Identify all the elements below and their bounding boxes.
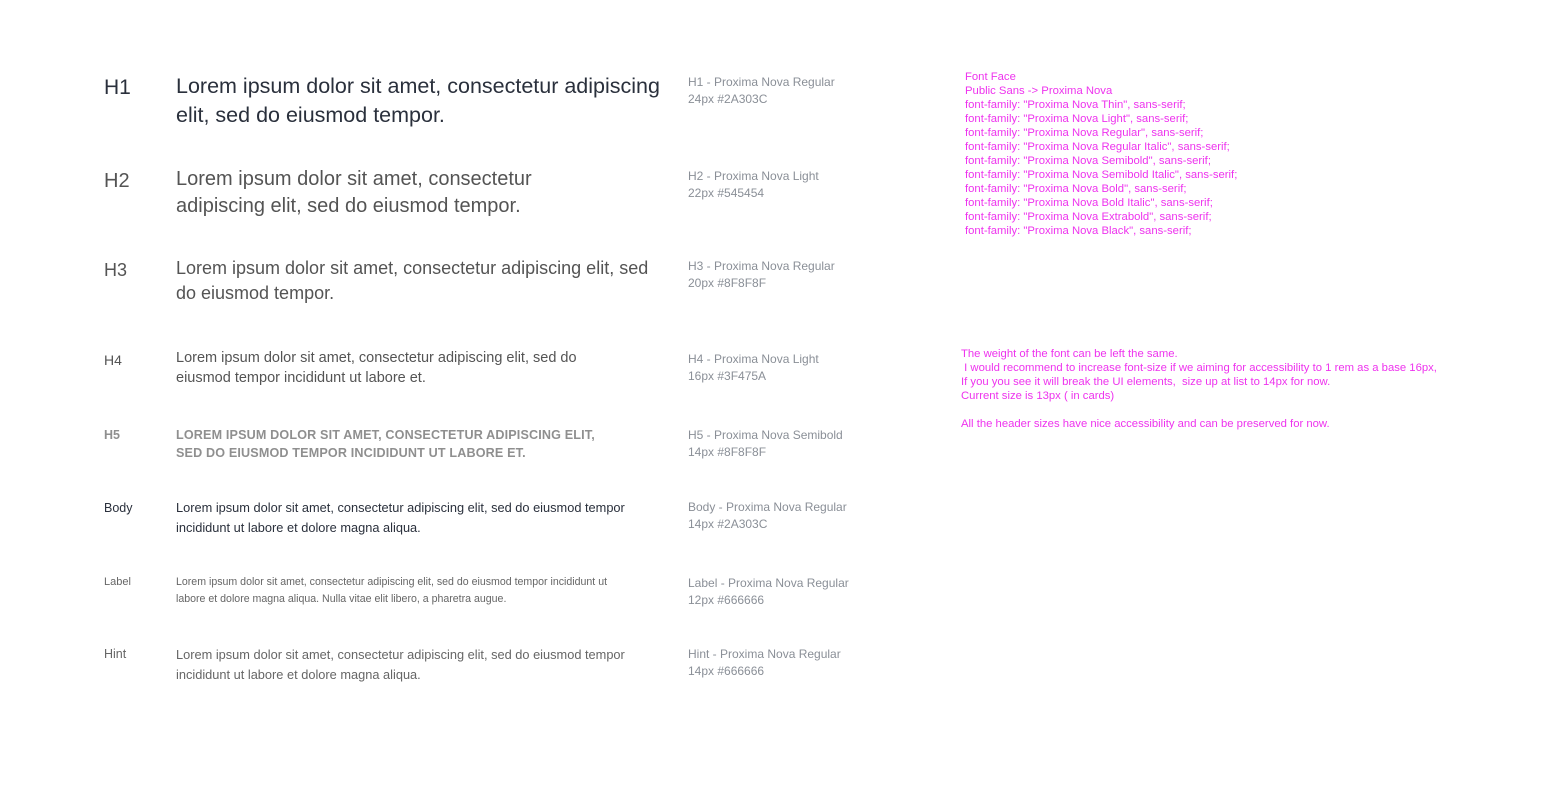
note-line: font-family: "Proxima Nova Regular Italic", sans-serif;	[965, 141, 1230, 153]
type-spec	[688, 575, 888, 609]
type-spec	[688, 351, 888, 385]
note-line: If you you see it will break the UI elements, size up at list to 14px for now.	[961, 376, 1331, 388]
sample-text: Lorem ipsum dolor sit amet, consectetur adipiscing elit, sed do eiusmod tempor incididunt ut labore et dolore magna aliqua. Nulla vitae elit libero, a pharetra augue.	[176, 576, 608, 605]
note-line: font-family: "Proxima Nova Bold", sans-serif;	[965, 183, 1187, 195]
note-line: Public Sans -> Proxima Nova	[965, 85, 1113, 97]
spec-size: 24px #2A303C	[688, 92, 768, 106]
spec-size: 20px #8F8F8F	[688, 276, 767, 290]
note-line: Font Face	[965, 71, 1016, 83]
sample-text: Lorem ipsum dolor sit amet, consectetur adipiscing elit, sed do eiusmod tempor.	[176, 168, 532, 217]
note-line: font-family: "Proxima Nova Extrabold", sans-serif;	[965, 211, 1212, 223]
note-line: I would recommend to increase font-size if we aiming for accessibility to 1 rem as a base 16px,	[961, 362, 1437, 374]
row-tag: Body	[104, 501, 133, 515]
sample-text: Lorem ipsum dolor sit amet, consectetur adipiscing elit, sed do eiusmod tempor incididunt ut labore et dolore magna aliqua.	[176, 647, 625, 682]
type-spec	[688, 646, 888, 680]
sample-text: Lorem ipsum dolor sit amet, consectetur adipiscing elit, sed do eiusmod tempor.	[176, 258, 649, 303]
spec-size: 14px #2A303C	[688, 517, 768, 531]
spec-size: 14px #666666	[688, 664, 765, 678]
spec-name: Body - Proxima Nova Regular	[688, 500, 847, 514]
spec-size: 14px #8F8F8F	[688, 445, 767, 459]
note-line: font-family: "Proxima Nova Thin", sans-serif;	[965, 99, 1186, 111]
row-tag: H4	[104, 352, 122, 368]
accessibility-note	[961, 347, 1437, 431]
sample-text: Lorem ipsum dolor sit amet, consectetur adipiscing elit, sed do eiusmod tempor incididunt ut labore et dolore magna aliqua.	[176, 500, 625, 535]
spec-name: H1 - Proxima Nova Regular	[688, 75, 835, 89]
note-line: All the header sizes have nice accessibility and can be preserved for now.	[961, 418, 1330, 430]
type-spec	[688, 499, 888, 533]
type-spec	[688, 427, 888, 461]
type-spec	[688, 258, 888, 292]
note-line: font-family: "Proxima Nova Black", sans-serif;	[965, 225, 1192, 237]
spec-name: H3 - Proxima Nova Regular	[688, 259, 835, 273]
spec-size: 12px #666666	[688, 593, 765, 607]
note-line: font-family: "Proxima Nova Semibold Italic", sans-serif;	[965, 169, 1238, 181]
note-line: font-family: "Proxima Nova Bold Italic", sans-serif;	[965, 197, 1213, 209]
note-line: font-family: "Proxima Nova Regular", sans-serif;	[965, 127, 1204, 139]
row-tag: Label	[104, 576, 131, 588]
row-tag: H1	[104, 76, 131, 99]
sample-text: Lorem ipsum dolor sit amet, consectetur adipiscing elit, sed do eiusmod tempor incididunt ut labore et.	[176, 350, 577, 386]
type-spec	[688, 168, 888, 202]
row-tag: H5	[104, 428, 120, 442]
row-tag: Hint	[104, 647, 127, 661]
spec-size: 16px #3F475A	[688, 369, 767, 383]
font-face-note	[965, 70, 1237, 238]
note-spacer	[961, 403, 1437, 417]
sample-text: LOREM IPSUM DOLOR SIT AMET, CONSECTETUR ADIPISCING ELIT, SED DO EIUSMOD TEMPOR INCIDIDUNT UT LABORE ET.	[176, 428, 595, 460]
note-line: Current size is 13px ( in cards)	[961, 390, 1115, 402]
spec-name: H5 - Proxima Nova Semibold	[688, 428, 843, 442]
row-tag: H2	[104, 170, 130, 192]
spec-name: Label - Proxima Nova Regular	[688, 576, 849, 590]
type-spec	[688, 74, 888, 108]
sample-text: Lorem ipsum dolor sit amet, consectetur adipiscing elit, sed do eiusmod tempor.	[176, 74, 660, 127]
note-line: font-family: "Proxima Nova Semibold", sans-serif;	[965, 155, 1211, 167]
note-line: The weight of the font can be left the same.	[961, 348, 1178, 360]
spec-name: H2 - Proxima Nova Light	[688, 169, 819, 183]
spec-name: H4 - Proxima Nova Light	[688, 352, 819, 366]
note-line: font-family: "Proxima Nova Light", sans-serif;	[965, 113, 1189, 125]
row-tag: H3	[104, 260, 128, 280]
spec-name: Hint - Proxima Nova Regular	[688, 647, 841, 661]
spec-size: 22px #545454	[688, 186, 765, 200]
